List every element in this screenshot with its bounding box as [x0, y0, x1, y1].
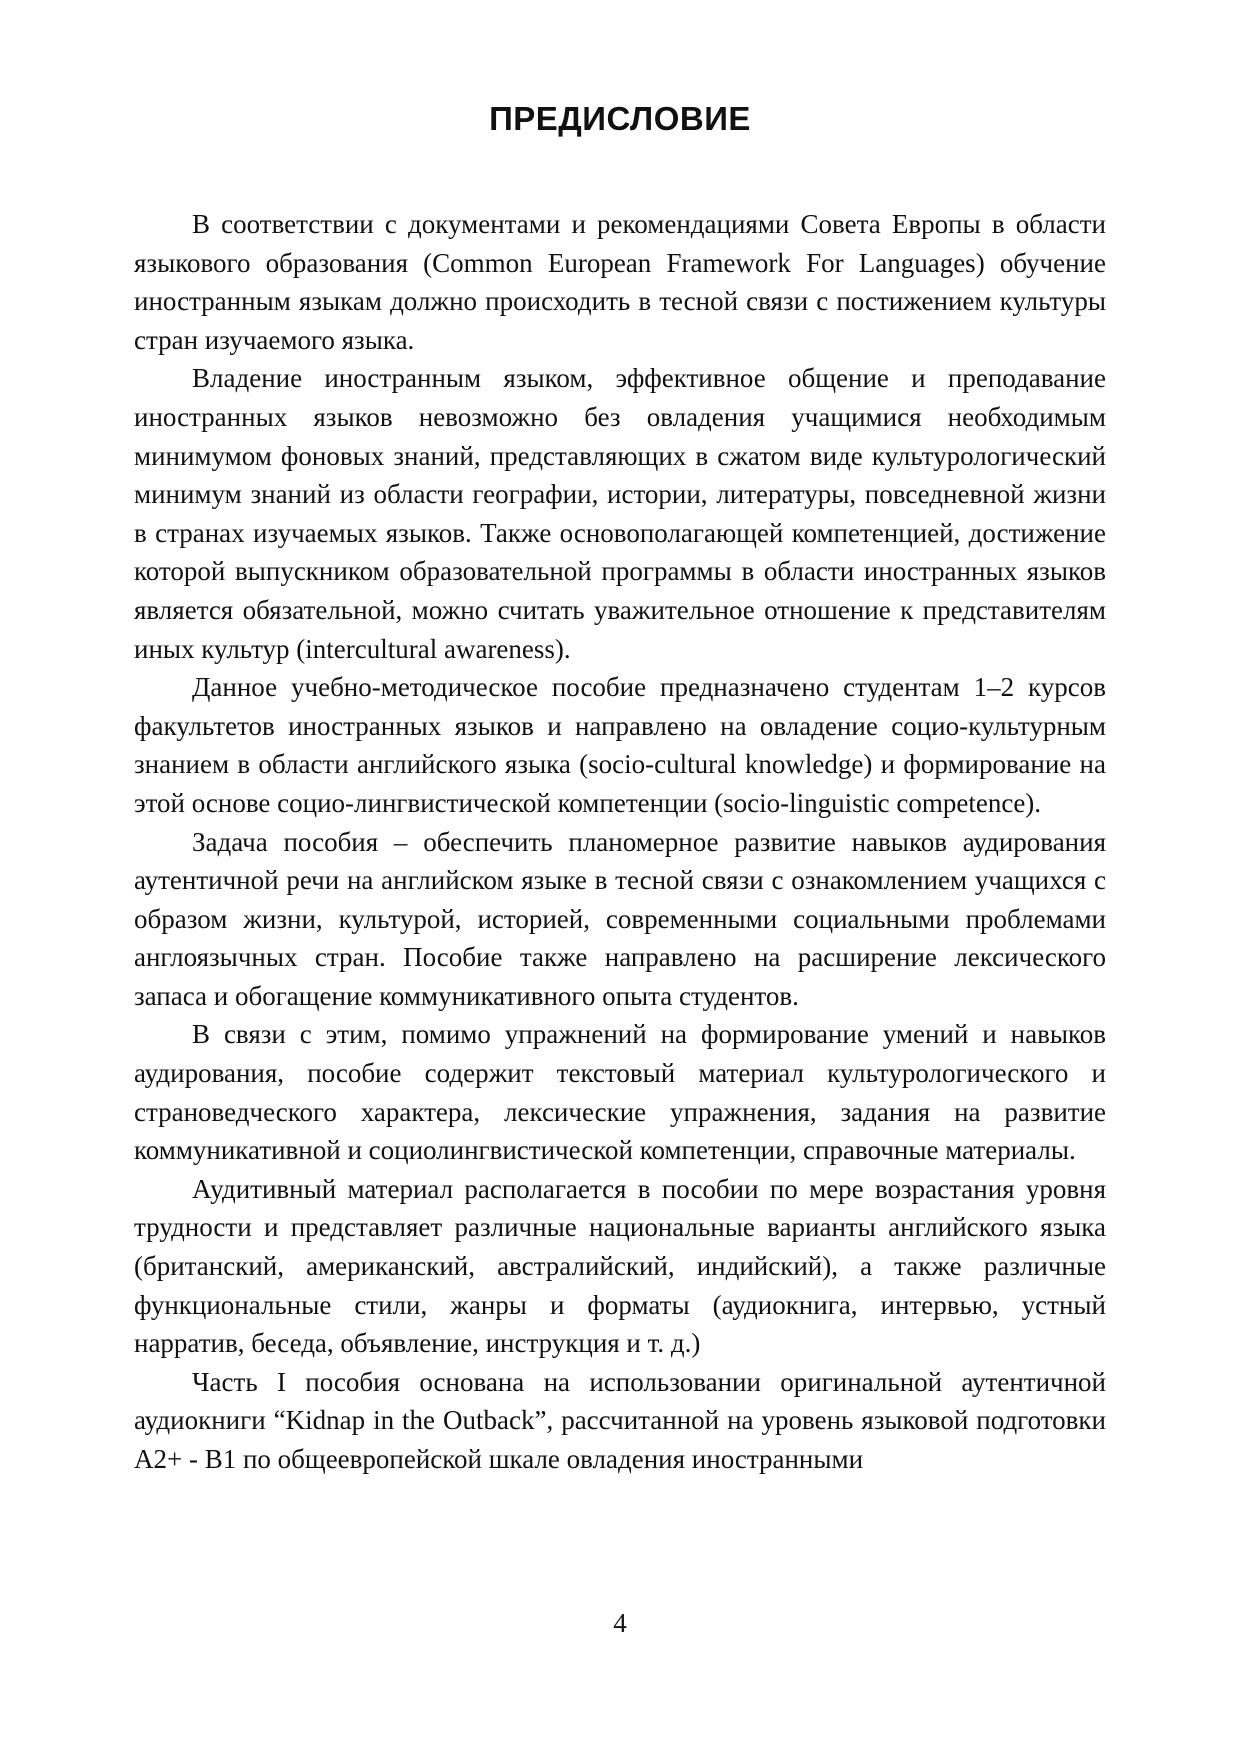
paragraph-3: Данное учебно-методическое пособие предназначено студентам 1–2 курсов факультетов иностранных языков и направлено на овладение социо-культурным знанием в области английского языка (socio-cultural knowledge) и формирование на этой основе социо-лингвистической компетенции (socio-linguistic competence).	[134, 672, 1106, 818]
paragraph-4: Задача пособия – обеспечить планомерное развитие навыков аудирования аутентичной речи на английском языке в тесной связи с ознакомлением учащихся с образом жизни, культурой, историей, современными социальными проблемами англоязычных стран. Пособие также направлено на расширение лексического запаса и обогащение коммуникативного опыта студентов.	[134, 826, 1106, 1011]
body-text	[134, 205, 1106, 1479]
paragraph-7: Часть I пособия основана на использовании оригинальной аутентичной аудиокниги “Kidnap in the Outback”, рассчитанной на уровень языковой подготовки A2+ - B1 по общеевропейской шкале овладения иностранными	[134, 1366, 1106, 1474]
paragraph-2: Владение иностранным языком, эффективное общение и преподавание иностранных языков невозможно без овладения учащимися необходимым минимумом фоновых знаний, представляющих в сжатом виде культурологический минимум знаний из области географии, истории, литературы, повседневной жизни в странах изучаемых языков. Также основополагающей компетенцией, достижение которой выпускником образовательной программы в области иностранных языков является обязательной, можно считать уважительное отношение к представителям иных культур (intercultural awareness).	[134, 363, 1106, 664]
page-title: ПРЕДИСЛОВИЕ	[489, 100, 751, 137]
paragraph-6: Аудитивный материал располагается в пособии по мере возрастания уровня трудности и представляет различные национальные варианты английского языка (британский, американский, австралийский, индийский), а также различные функциональные стили, жанры и форматы (аудиокнига, интервью, устный нарратив, беседа, объявление, инструкция и т. д.)	[134, 1173, 1106, 1359]
paragraph-5: В связи с этим, помимо упражнений на формирование умений и навыков аудирования, пособие содержит текстовый материал культурологического и страноведческого характера, лексические упражнения, задания на развитие коммуникативной и социолингвистической компетенции, справочные материалы.	[134, 1019, 1106, 1166]
page-number: 4	[613, 1608, 627, 1638]
paragraph-1: В соответствии с документами и рекомендациями Совета Европы в области языкового образования (Common European Framework For Languages) обучение иностранным языкам должно происходить в тесной связи с постижением культуры стран изучаемого языка.	[134, 209, 1106, 355]
